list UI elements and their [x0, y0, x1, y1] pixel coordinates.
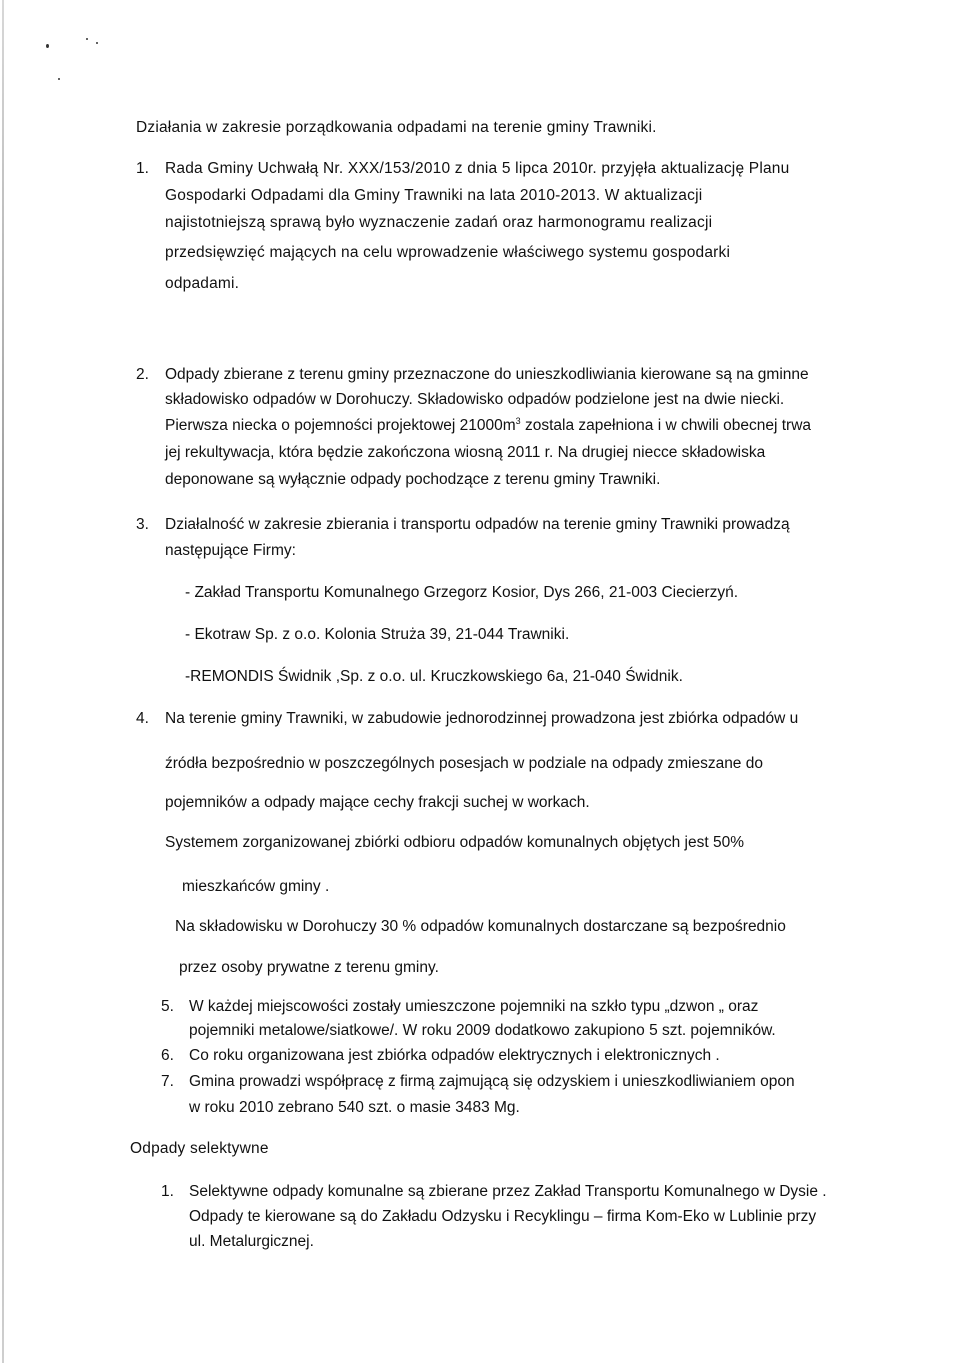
item-5-line-2: pojemniki metalowe/siatkowe/. W roku 2009 dodatkowo zakupiono 5 szt. pojemników. [189, 1022, 776, 1039]
item-2-line-4: jej rekultywacja, która będzie zakończona wiosną 2011 r. Na drugiej niecce składowiska [165, 444, 766, 461]
section-heading-selective-waste: Odpady selektywne [130, 1140, 269, 1157]
item-3-number: 3. [136, 516, 149, 533]
item-4-line-3: pojemników a odpady mające cechy frakcji suchej w workach. [165, 794, 590, 811]
item-1-line-3: najistotniejszą sprawą było wyznaczenie zadań oraz harmonogramu realizacji [165, 214, 713, 231]
item-1-line-1: Rada Gminy Uchwałą Nr. XXX/153/2010 z dnia 5 lipca 2010r. przyjęła aktualizację Planu [165, 160, 790, 177]
item-5-number: 5. [161, 998, 174, 1015]
scan-speck [46, 44, 49, 48]
firm-2: - Ekotraw Sp. z o.o. Kolonia Struża 39, 21-044 Trawniki. [185, 626, 570, 643]
item-4-line-6: Na składowisku w Dorohuczy 30 % odpadów komunalnych dostarczane są bezpośrednio [175, 918, 786, 935]
item-2-line-1: Odpady zbierane z terenu gminy przeznaczone do unieszkodliwiania kierowane są na gminne [165, 366, 809, 383]
item-4-number: 4. [136, 710, 149, 727]
item-3-line-1: Działalność w zakresie zbierania i transportu odpadów na terenie gminy Trawniki prowadzą [165, 516, 790, 533]
item-2-number: 2. [136, 366, 149, 383]
item-2-line-3-a: Pierwsza niecka o pojemności projektowej 21000m [165, 417, 516, 434]
scan-speck [58, 78, 60, 80]
item-2-line-5: deponowane są wyłącznie odpady pochodzące z terenu gminy Trawniki. [165, 471, 661, 488]
item-4-line-4: Systemem zorganizowanej zbiórki odbioru odpadów komunalnych objętych jest 50% [165, 834, 744, 851]
item-2-line-3 [165, 416, 811, 436]
superscript-3: 3 [515, 415, 521, 426]
selective-item-1-line-3: ul. Metalurgicznej. [189, 1233, 314, 1250]
firm-1: - Zakład Transportu Komunalnego Grzegorz Kosior, Dys 266, 21-003 Ciecierzyń. [185, 584, 739, 601]
item-3-line-2: następujące Firmy: [165, 542, 296, 559]
item-4-line-2: źródła bezpośrednio w poszczególnych posesjach w podziale na odpady zmieszane do [165, 755, 763, 772]
item-5-line-1: W każdej miejscowości zostały umieszczone pojemniki na szkło typu „dzwon „ oraz [189, 998, 759, 1015]
firm-3: -REMONDIS Świdnik ,Sp. z o.o. ul. Kruczkowskiego 6a, 21-040 Świdnik. [185, 668, 683, 685]
item-7-line-2: w roku 2010 zebrano 540 szt. o masie 3483 Mg. [189, 1099, 520, 1116]
item-4-line-5: mieszkańców gminy . [182, 878, 330, 895]
selective-item-1-number: 1. [161, 1183, 174, 1200]
scan-edge [2, 0, 4, 1363]
item-6-number: 6. [161, 1047, 174, 1064]
item-1-line-2: Gospodarki Odpadami dla Gminy Trawniki na lata 2010-2013. W aktualizacji [165, 187, 703, 204]
item-7-line-1: Gmina prowadzi współpracę z firmą zajmującą się odzyskiem i unieszkodliwianiem opon [189, 1073, 795, 1090]
document-title: Działania w zakresie porządkowania odpadami na terenie gminy Trawniki. [136, 119, 657, 136]
selective-item-1-line-2: Odpady te kierowane są do Zakładu Odzysku i Recyklingu – firma Kom-Eko w Lublinie przy [189, 1208, 817, 1225]
scan-speck [86, 38, 88, 40]
item-2-line-2: składowisko odpadów w Dorohuczy. Składowisko odpadów podzielone jest na dwie niecki. [165, 391, 785, 408]
item-1-number: 1. [136, 160, 149, 177]
scan-speck [96, 42, 98, 44]
item-6-line-1: Co roku organizowana jest zbiórka odpadów elektrycznych i elektronicznych . [189, 1047, 720, 1064]
item-4-line-7: przez osoby prywatne z terenu gminy. [179, 959, 439, 976]
item-1-line-4: przedsięwzięć mających na celu wprowadzenie właściwego systemu gospodarki [165, 244, 731, 261]
selective-item-1-line-1: Selektywne odpady komunalne są zbierane przez Zakład Transportu Komunalnego w Dysie . [189, 1183, 827, 1200]
item-2-line-3-b: zostala zapełniona i w chwili obecnej trwa [524, 417, 812, 434]
item-1-line-5: odpadami. [165, 275, 240, 292]
item-7-number: 7. [161, 1073, 174, 1090]
item-4-line-1: Na terenie gminy Trawniki, w zabudowie jednorodzinnej prowadzona jest zbiórka odpadów u [165, 710, 799, 727]
